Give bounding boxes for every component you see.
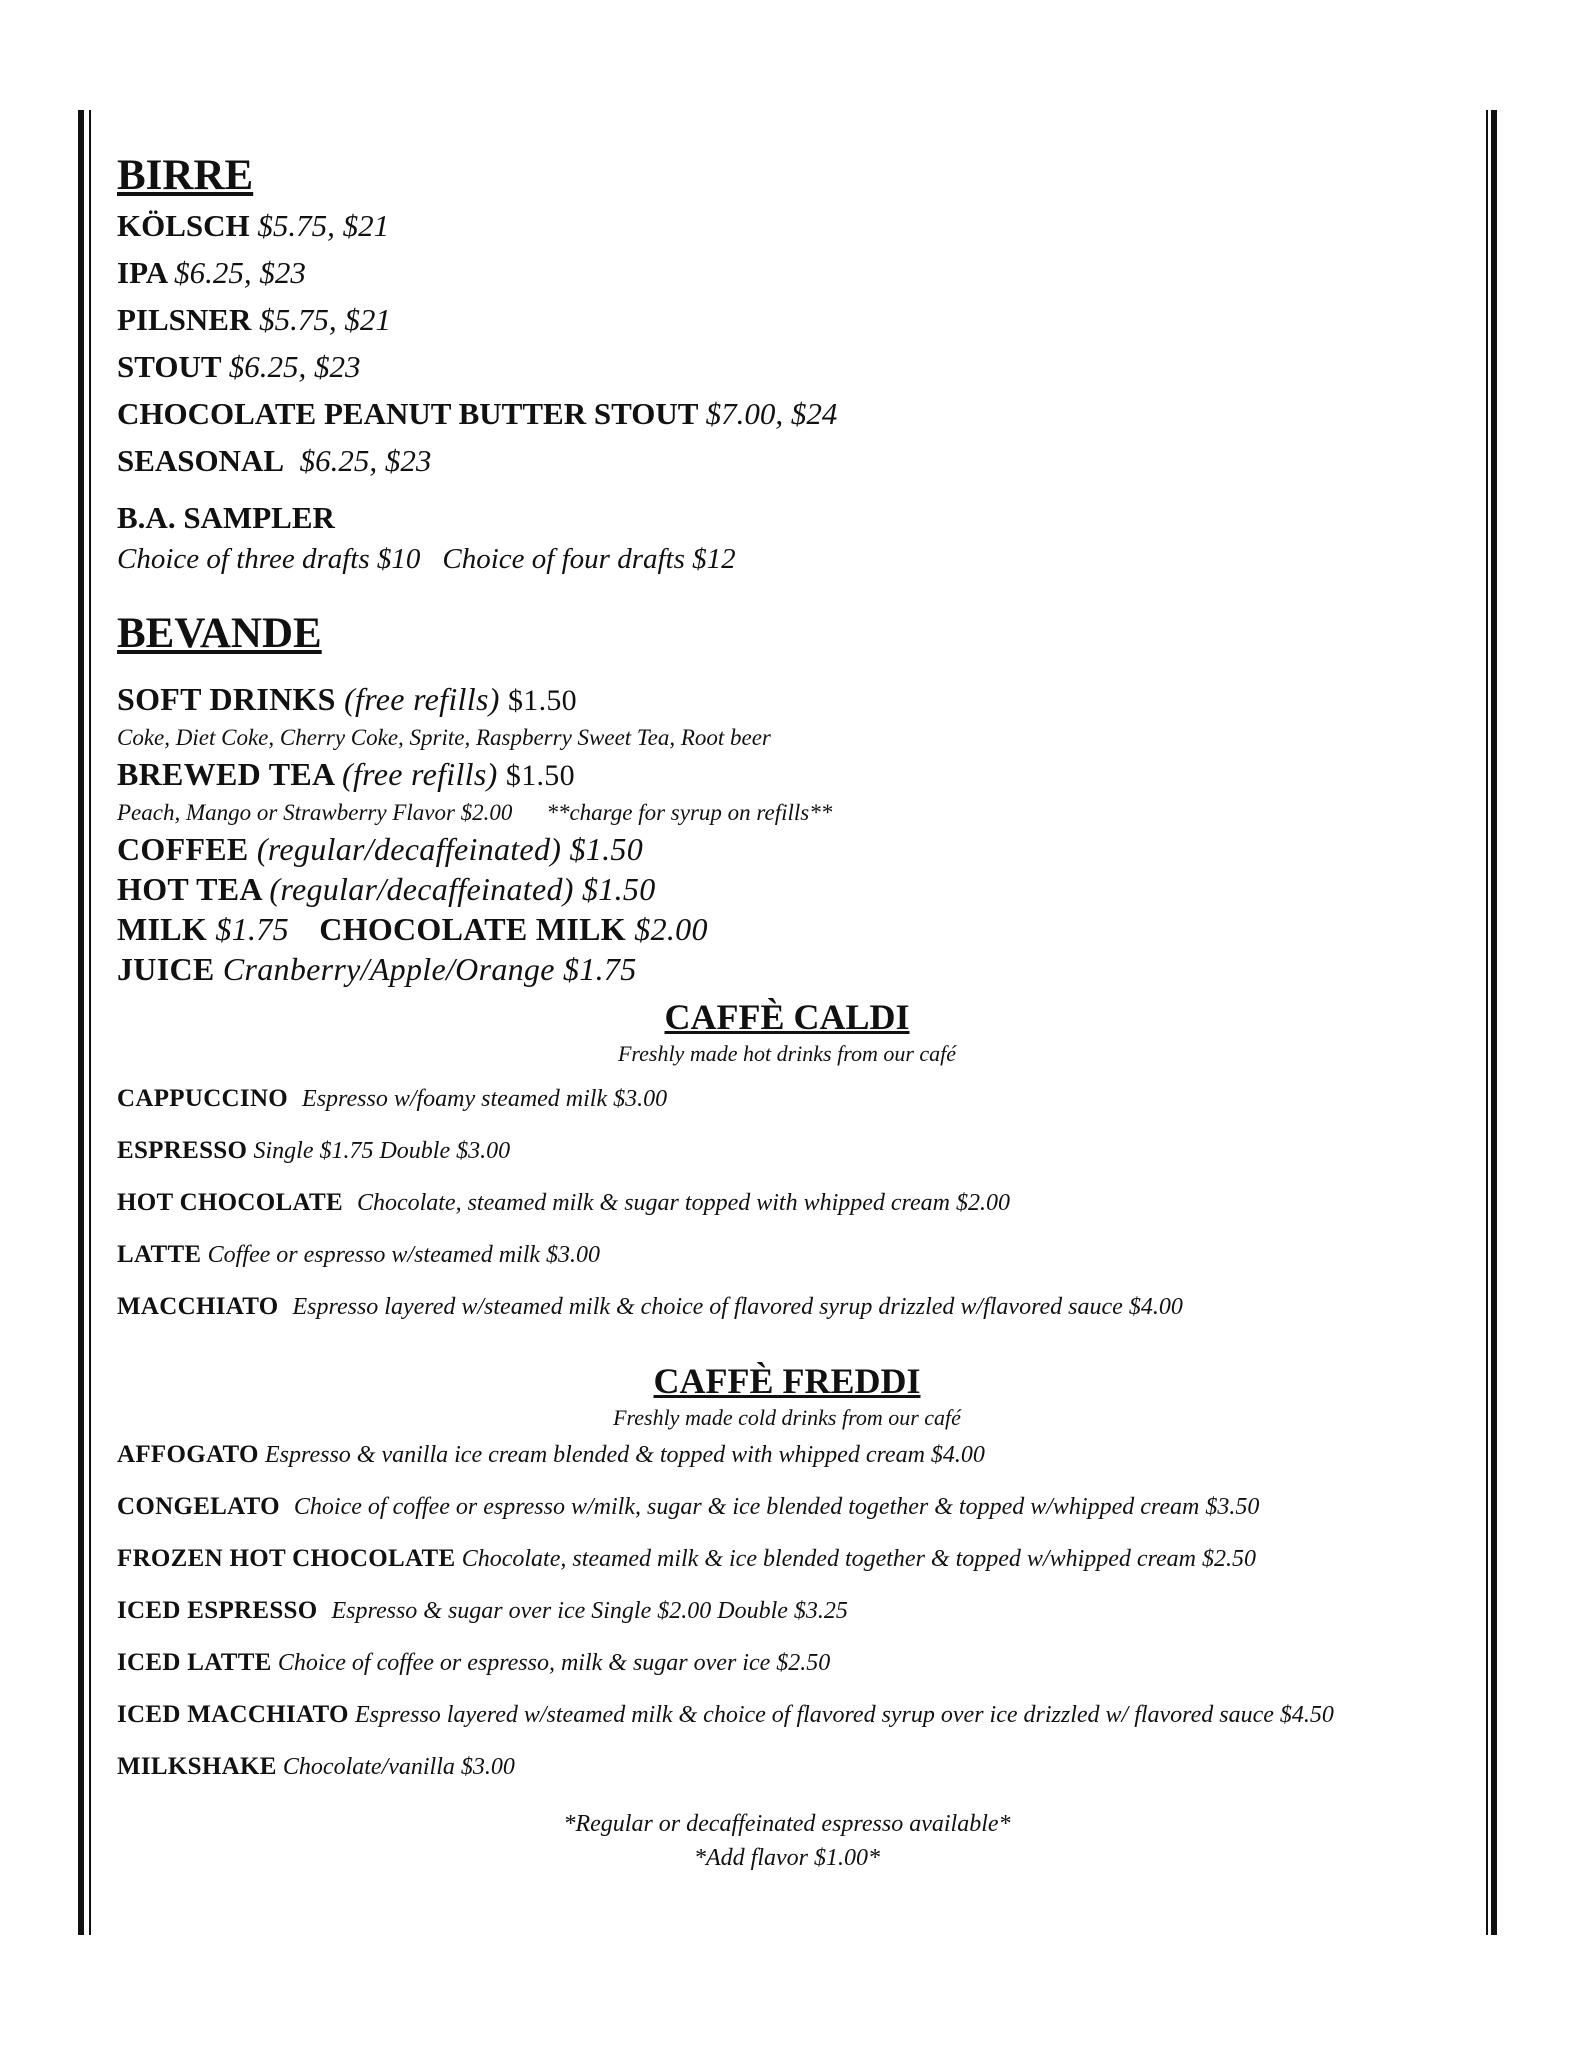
menu-item: ICED ESPRESSO Espresso & sugar over ice Single $2.00 Double $3.25 <box>117 1597 848 1625</box>
birre-list <box>117 202 1457 484</box>
bevande-title: BEVANDE <box>117 609 322 657</box>
footnote: *Add flavor $1.00* <box>694 1845 880 1872</box>
menu-item: STOUT $6.25, $23 <box>117 348 361 384</box>
menu-page <box>117 150 1457 1875</box>
menu-item: MILKSHAKE Chocolate/vanilla $3.00 <box>117 1753 515 1781</box>
menu-item: PILSNER $5.75, $21 <box>117 301 391 337</box>
menu-item: BREWED TEA (free refills) $1.50 <box>117 756 575 793</box>
menu-item: ESPRESSO Single $1.75 Double $3.00 <box>117 1137 511 1165</box>
footnotes <box>117 1807 1457 1875</box>
menu-item: CHOCOLATE PEANUT BUTTER STOUT $7.00, $24 <box>117 395 838 431</box>
menu-item: LATTE Coffee or espresso w/steamed milk $3.00 <box>117 1241 601 1269</box>
menu-item: CONGELATO Choice of coffee or espresso w/milk, sugar & ice blended together & topped w/whipped cream $3.50 <box>117 1493 1260 1521</box>
menu-item: HOT CHOCOLATE Chocolate, steamed milk & sugar topped with whipped cream $2.00 <box>117 1189 1010 1217</box>
menu-item-description: Peach, Mango or Strawberry Flavor $2.00 **charge for syrup on refills** <box>117 800 833 826</box>
caffe-freddi-title: CAFFÈ FREDDI <box>653 1361 921 1402</box>
menu-item-description: Coke, Diet Coke, Cherry Coke, Sprite, Raspberry Sweet Tea, Root beer <box>117 725 771 751</box>
birre-title: BIRRE <box>117 152 254 199</box>
caffe-caldi-title: CAFFÈ CALDI <box>664 997 910 1038</box>
bevande-list <box>117 679 1457 989</box>
caffe-freddi-list <box>117 1429 1457 1793</box>
menu-item: MACCHIATO Espresso layered w/steamed milk & choice of flavored syrup drizzled w/flavored sauce $4.00 <box>117 1293 1183 1321</box>
menu-item: SOFT DRINKS (free refills) $1.50 <box>117 681 577 718</box>
menu-item: JUICE Cranberry/Apple/Orange $1.75 <box>117 951 637 988</box>
menu-item: ICED MACCHIATO Espresso layered w/steamed milk & choice of flavored syrup over ice drizzled w/ flavored sauce $4.50 <box>117 1701 1334 1729</box>
menu-item: HOT TEA (regular/decaffeinated) $1.50 <box>117 871 656 908</box>
caffe-caldi-subtitle: Freshly made hot drinks from our café <box>617 1041 957 1067</box>
menu-item: SEASONAL $6.25, $23 <box>117 442 432 478</box>
menu-item: FROZEN HOT CHOCOLATE Chocolate, steamed milk & ice blended together & topped w/whipped cream $2.50 <box>117 1545 1257 1573</box>
caffe-caldi-list <box>117 1073 1457 1333</box>
caffe-freddi-subtitle: Freshly made cold drinks from our café <box>613 1405 961 1431</box>
sampler-title: B.A. SAMPLER <box>117 499 335 535</box>
footnote: *Regular or decaffeinated espresso available* <box>563 1811 1011 1838</box>
menu-item: ICED LATTE Choice of coffee or espresso, milk & sugar over ice $2.50 <box>117 1649 831 1677</box>
menu-item: KÖLSCH $5.75, $21 <box>117 207 390 243</box>
menu-item: MILK $1.75 CHOCOLATE MILK $2.00 <box>117 911 708 948</box>
menu-item: COFFEE (regular/decaffeinated) $1.50 <box>117 831 643 868</box>
sampler-options: Choice of three drafts $10 Choice of four drafts $12 <box>117 542 736 575</box>
menu-item: CAPPUCCINO Espresso w/foamy steamed milk $3.00 <box>117 1085 668 1113</box>
menu-item: IPA $6.25, $23 <box>117 254 306 290</box>
menu-item: AFFOGATO Espresso & vanilla ice cream blended & topped with whipped cream $4.00 <box>117 1441 985 1469</box>
